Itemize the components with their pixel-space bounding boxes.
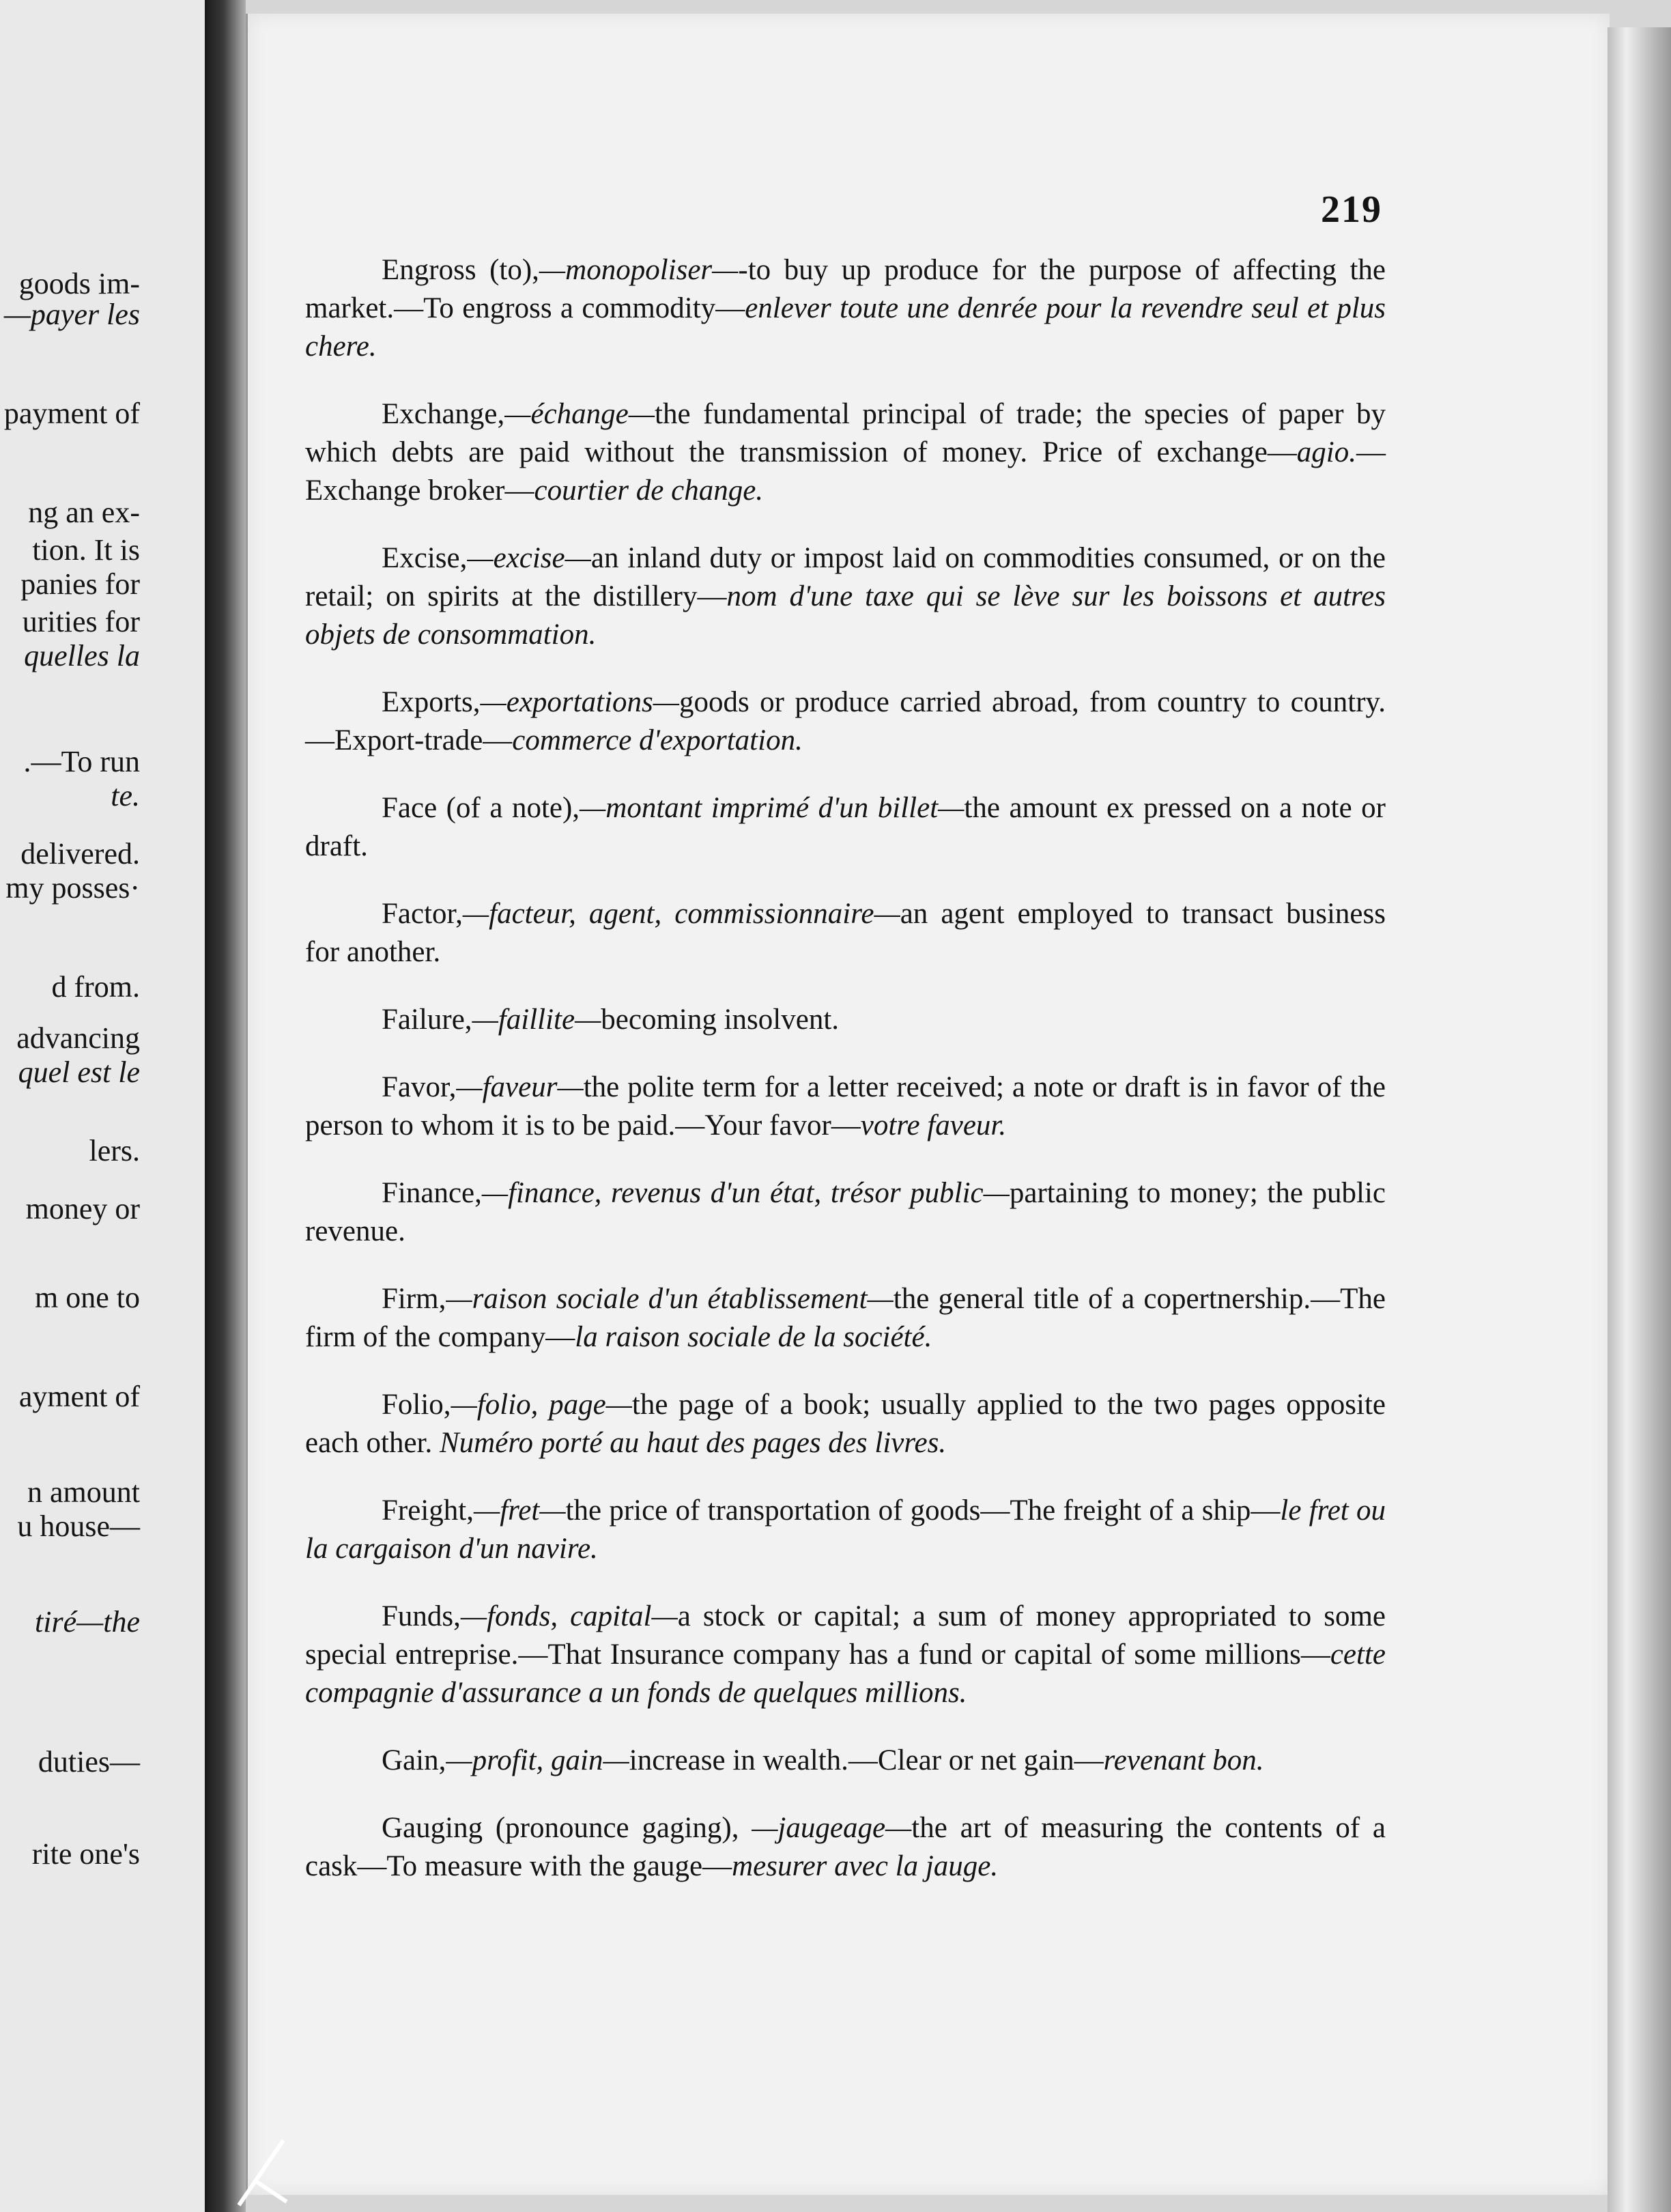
page-edge	[1608, 27, 1671, 2212]
facing-page-line: my posses·	[5, 871, 140, 905]
entry-french-translation: cette compagnie d'assurance a un fonds de quelques millions.	[305, 1639, 1386, 1709]
entry-french: —fonds, capital—	[460, 1600, 678, 1632]
glossary-entry	[305, 1280, 1386, 1357]
facing-page-line: quelles la	[24, 639, 140, 672]
entry-definition: goods or produce carried abroad, from country to country.—Export-trade—	[305, 686, 1386, 756]
facing-page-line: lers.	[89, 1134, 140, 1167]
entry-definition: becoming insolvent.	[601, 1004, 840, 1036]
entry-term: Finance,	[382, 1177, 482, 1209]
entry-definition: partaining to money; the public revenue.	[305, 1177, 1386, 1247]
glossary-entry	[305, 539, 1386, 654]
facing-page-line: quel est le	[18, 1055, 140, 1089]
entry-definition: -to buy up produce for the purpose of affecting the market.—To engross a commodity—	[305, 254, 1386, 324]
glossary-entry	[305, 1742, 1386, 1780]
facing-page-line: tion. It is	[32, 533, 140, 567]
glossary-entry	[305, 1001, 1386, 1039]
entry-term: Failure,	[382, 1004, 472, 1036]
facing-page	[0, 0, 205, 2212]
scan-mark	[235, 2099, 290, 2209]
entry-term: Firm,	[382, 1283, 446, 1315]
entry-french: —faillite—	[472, 1004, 601, 1036]
entry-term: Excise,	[382, 542, 468, 574]
entry-term: Exchange,	[382, 398, 505, 430]
entry-french: —faveur—	[456, 1071, 584, 1103]
glossary-entry	[305, 1598, 1386, 1712]
page-number: 219	[1321, 188, 1382, 231]
entry-term: Freight,	[382, 1494, 474, 1527]
facing-page-line: tiré—the	[35, 1605, 140, 1639]
entry-french: —exportations—	[480, 686, 679, 718]
glossary-entry	[305, 1386, 1386, 1462]
entry-definition: the page of a book; usually applied to the two pages opposite each other.	[305, 1389, 1386, 1459]
facing-page-line: n amount	[27, 1475, 140, 1509]
entry-definition: the price of transportation of goods—The freight of a ship—	[565, 1494, 1281, 1527]
entry-french-translation-2: courtier de change.	[534, 474, 764, 507]
entry-french: —échange—	[504, 398, 655, 430]
entry-french: —raison sociale d'un établissement—	[446, 1283, 894, 1315]
facing-page-line: rite one's	[31, 1837, 140, 1871]
facing-page-line: duties—	[38, 1745, 140, 1778]
entry-french-translation: agio.	[1296, 436, 1356, 468]
facing-page-line: m one to	[35, 1281, 140, 1314]
entry-definition-continued: —Exchange broker—	[305, 436, 1386, 507]
facing-page-line: te.	[111, 779, 140, 812]
entry-definition: the general title of a copertnership.—The firm of the company—	[305, 1283, 1386, 1353]
glossary-entry	[305, 789, 1386, 866]
facing-page-line: money or	[25, 1192, 140, 1225]
entry-french-translation: nom d'une taxe qui se lève sur les boissons et autres objets de consommation.	[305, 580, 1386, 651]
facing-page-line: delivered.	[20, 837, 140, 870]
entry-french-translation: la raison sociale de la société.	[575, 1321, 932, 1353]
glossary-entry	[305, 251, 1386, 366]
entry-french-translation: enlever toute une denrée pour la revendre seul et plus chere.	[305, 292, 1386, 363]
facing-page-line: urities for	[22, 605, 140, 638]
glossary-entries	[305, 251, 1386, 1915]
entry-definition: the art of measuring the contents of a cask—To measure with the gauge—	[305, 1812, 1386, 1882]
glossary-entry	[305, 683, 1386, 760]
entry-french: —facteur, agent, commissionnaire—	[462, 898, 900, 930]
entry-term: Gain,	[382, 1744, 446, 1776]
entry-definition: the amount ex pressed on a note or draft.	[305, 792, 1386, 862]
facing-page-line: goods im-	[18, 267, 140, 300]
facing-page-line: advancing	[16, 1021, 140, 1055]
glossary-entry	[305, 1068, 1386, 1145]
entry-term: Favor,	[382, 1071, 457, 1103]
facing-page-line: panies for	[20, 567, 140, 601]
entry-definition: the fundamental principal of trade; the species of paper by which debts are paid without the transmission of money. Price of exchange—	[305, 398, 1386, 468]
facing-page-line: u house—	[17, 1509, 140, 1543]
glossary-entry	[305, 395, 1386, 510]
entry-french: —profit, gain—	[446, 1744, 629, 1776]
entry-term: Engross (to),	[382, 254, 539, 286]
glossary-entry	[305, 1174, 1386, 1251]
entry-french: —folio, page—	[451, 1389, 632, 1421]
entry-definition: a stock or capital; a sum of money appropriated to some special entreprise.—That Insurance company has a fund or capital of some millions—	[305, 1600, 1386, 1671]
entry-term: Folio,	[382, 1389, 451, 1421]
entry-french: —excise—	[467, 542, 591, 574]
facing-page-line: —payer les	[3, 298, 140, 331]
entry-definition: an inland duty or impost laid on commodities consumed, or on the retail; on spirits at the distillery—	[305, 542, 1386, 612]
entry-definition: an agent employed to transact business for another.	[305, 898, 1386, 968]
entry-french: —monopoliser—	[539, 254, 739, 286]
entry-french-translation: revenant bon.	[1103, 1744, 1264, 1776]
entry-french-translation: mesurer avec la jauge.	[732, 1850, 999, 1882]
entry-definition: increase in wealth.—Clear or net gain—	[629, 1744, 1104, 1776]
facing-page-line: d from.	[51, 970, 140, 1004]
glossary-entry	[305, 1809, 1386, 1886]
facing-page-line: .—To run	[23, 745, 140, 778]
entry-term: Exports,	[382, 686, 481, 718]
entry-french-translation: Numéro porté au haut des pages des livres.	[440, 1427, 947, 1459]
entry-french: —finance, revenus d'un état, trésor public—	[481, 1177, 1010, 1209]
glossary-entry	[305, 1492, 1386, 1568]
entry-term: Factor,	[382, 898, 463, 930]
book-gutter	[205, 0, 246, 2212]
entry-definition: the polite term for a letter received; a note or draft is in favor of the person to whom it is to be paid.—Your favor—	[305, 1071, 1386, 1142]
entry-term: Face (of a note),	[382, 792, 580, 824]
entry-french: —fret—	[473, 1494, 566, 1527]
entry-term: Gauging (pronounce gaging),	[382, 1812, 752, 1844]
entry-french-translation: votre faveur.	[860, 1109, 1007, 1142]
entry-french-translation: le fret ou la cargaison d'un navire.	[305, 1494, 1386, 1565]
facing-page-line: ayment of	[18, 1380, 140, 1413]
glossary-entry	[305, 895, 1386, 972]
facing-page-line: payment of	[3, 397, 140, 430]
entry-french: —montant imprimé d'un billet—	[580, 792, 965, 824]
entry-term: Funds,	[382, 1600, 461, 1632]
facing-page-line: ng an ex-	[28, 496, 140, 529]
entry-french: —jaugeage—	[752, 1812, 912, 1844]
entry-french-translation: commerce d'exportation.	[512, 724, 803, 756]
